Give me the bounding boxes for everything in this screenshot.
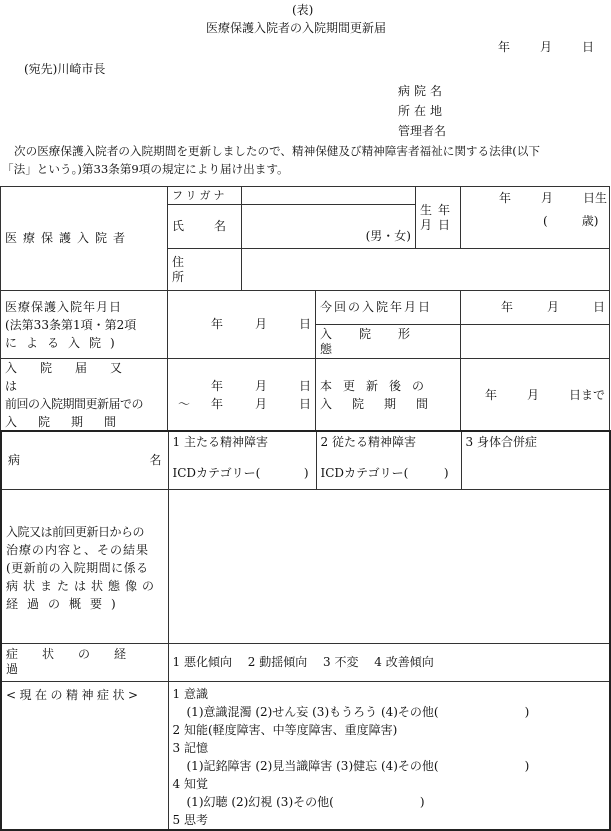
birth-month: 月 [541,191,554,205]
period-field[interactable]: 年 月 日 〜 年 月 日 [168,359,316,432]
admission-form-field[interactable] [461,325,610,359]
symptoms-field[interactable]: 1 意識 (1)意識混濁 (2)せん妄 (3)もうろう (4)その他( ) 2 知能(軽度障害、中等度障害、重度障害) 3 記憶 (1)記銘障害 (2)見当識障害 (3)健忘 (4)その他( ) 4 知覚 (1)幻聴 (2)幻視 (3)その他( ) 5 思考 [168,681,610,830]
course-label: 症状の経過 [1,643,168,681]
sub-icd-label: ICDカテゴリー( [320,466,409,480]
date-year: 年 [498,40,511,54]
medical-info-table [0,430,611,831]
intro-line-1: 次の医療保護入院者の入院期間を更新しましたので、精神保健及び精神障害者福祉に関する法律(以下 [14,144,541,158]
birthdate-label: 生年 月日 [416,187,461,249]
physical-complication-cell[interactable]: 3 身体合併症 [461,431,610,489]
addressee: (宛先)川崎市長 [24,62,106,76]
form-title: 医療保護入院者の入院期間更新届 [206,21,387,35]
disease-label: 病 名 [1,431,168,489]
course-options[interactable]: 1 悪化傾向 2 動揺傾向 3 不変 4 改善傾向 [168,643,610,681]
patient-section-label: 医療保護入院者 [1,187,168,291]
treatment-label: 入院又は前回更新日からの 治療の内容と、その結果 (更新前の入院期間に係る 病状または状態像の 経過の概要) [1,489,168,643]
after-period-label: 本更新後の 入院期間 [316,359,461,432]
birth-year: 年 [499,191,512,205]
submission-date[interactable] [498,40,594,55]
admission-date-label: 医療保護入院年月日 (法第33条第1項・第2項 による入院) [1,291,168,359]
birthdate-field[interactable] [461,187,610,249]
s1-items[interactable]: (1)意識混濁 (2)せん妄 (3)もうろう (4)その他( [186,704,439,719]
name-field[interactable] [242,205,416,249]
hospital-admin-label: 管理者名 [398,124,447,138]
after-period-field[interactable]: 年 月 日まで [461,359,610,432]
date-month: 月 [540,40,553,54]
date-day: 日 [582,40,595,54]
s4-items[interactable]: (1)幻聴 (2)幻視 (3)その他( [186,794,334,809]
name-label: 氏名 [168,205,242,249]
age-open: ( [543,214,548,228]
sex-options[interactable]: (男・女) [365,229,411,243]
sub-disorder-cell[interactable]: 2 従たる精神障害 ICDカテゴリー( ) [316,431,461,489]
furigana-field[interactable] [242,187,416,205]
current-admission-label: 今回の入院年月日 [316,291,461,325]
treatment-field[interactable] [168,489,610,643]
current-admission-field[interactable]: 年 月 日 [461,291,610,325]
hospital-name-label: 病院名 [398,84,447,98]
period-label: 入院届又は 前回の入院期間更新届での 入院期間 [1,359,168,432]
symptoms-label: <現在の精神症状> [1,681,168,830]
patient-info-table [0,186,610,432]
admission-form-label: 入院形態 [316,325,461,359]
address-label: 住所 [168,249,242,291]
admission-date-field[interactable]: 年 月 日 [168,291,316,359]
omote-label: (表) [292,3,314,17]
birth-day: 日生 [583,191,608,205]
hospital-address-label: 所在地 [398,104,447,118]
main-icd-label: ICDカテゴリー( [172,466,261,480]
intro-line-2: 「法」という。)第33条第9項の規定により届け出ます。 [2,162,289,176]
age-suffix: 歳) [581,214,599,228]
main-disorder-cell[interactable]: 1 主たる精神障害 ICDカテゴリー( ) [168,431,316,489]
address-field[interactable] [242,249,610,291]
furigana-label: フリガナ [168,187,242,205]
s3-items[interactable]: (1)記銘障害 (2)見当識障害 (3)健忘 (4)その他( [186,758,439,773]
